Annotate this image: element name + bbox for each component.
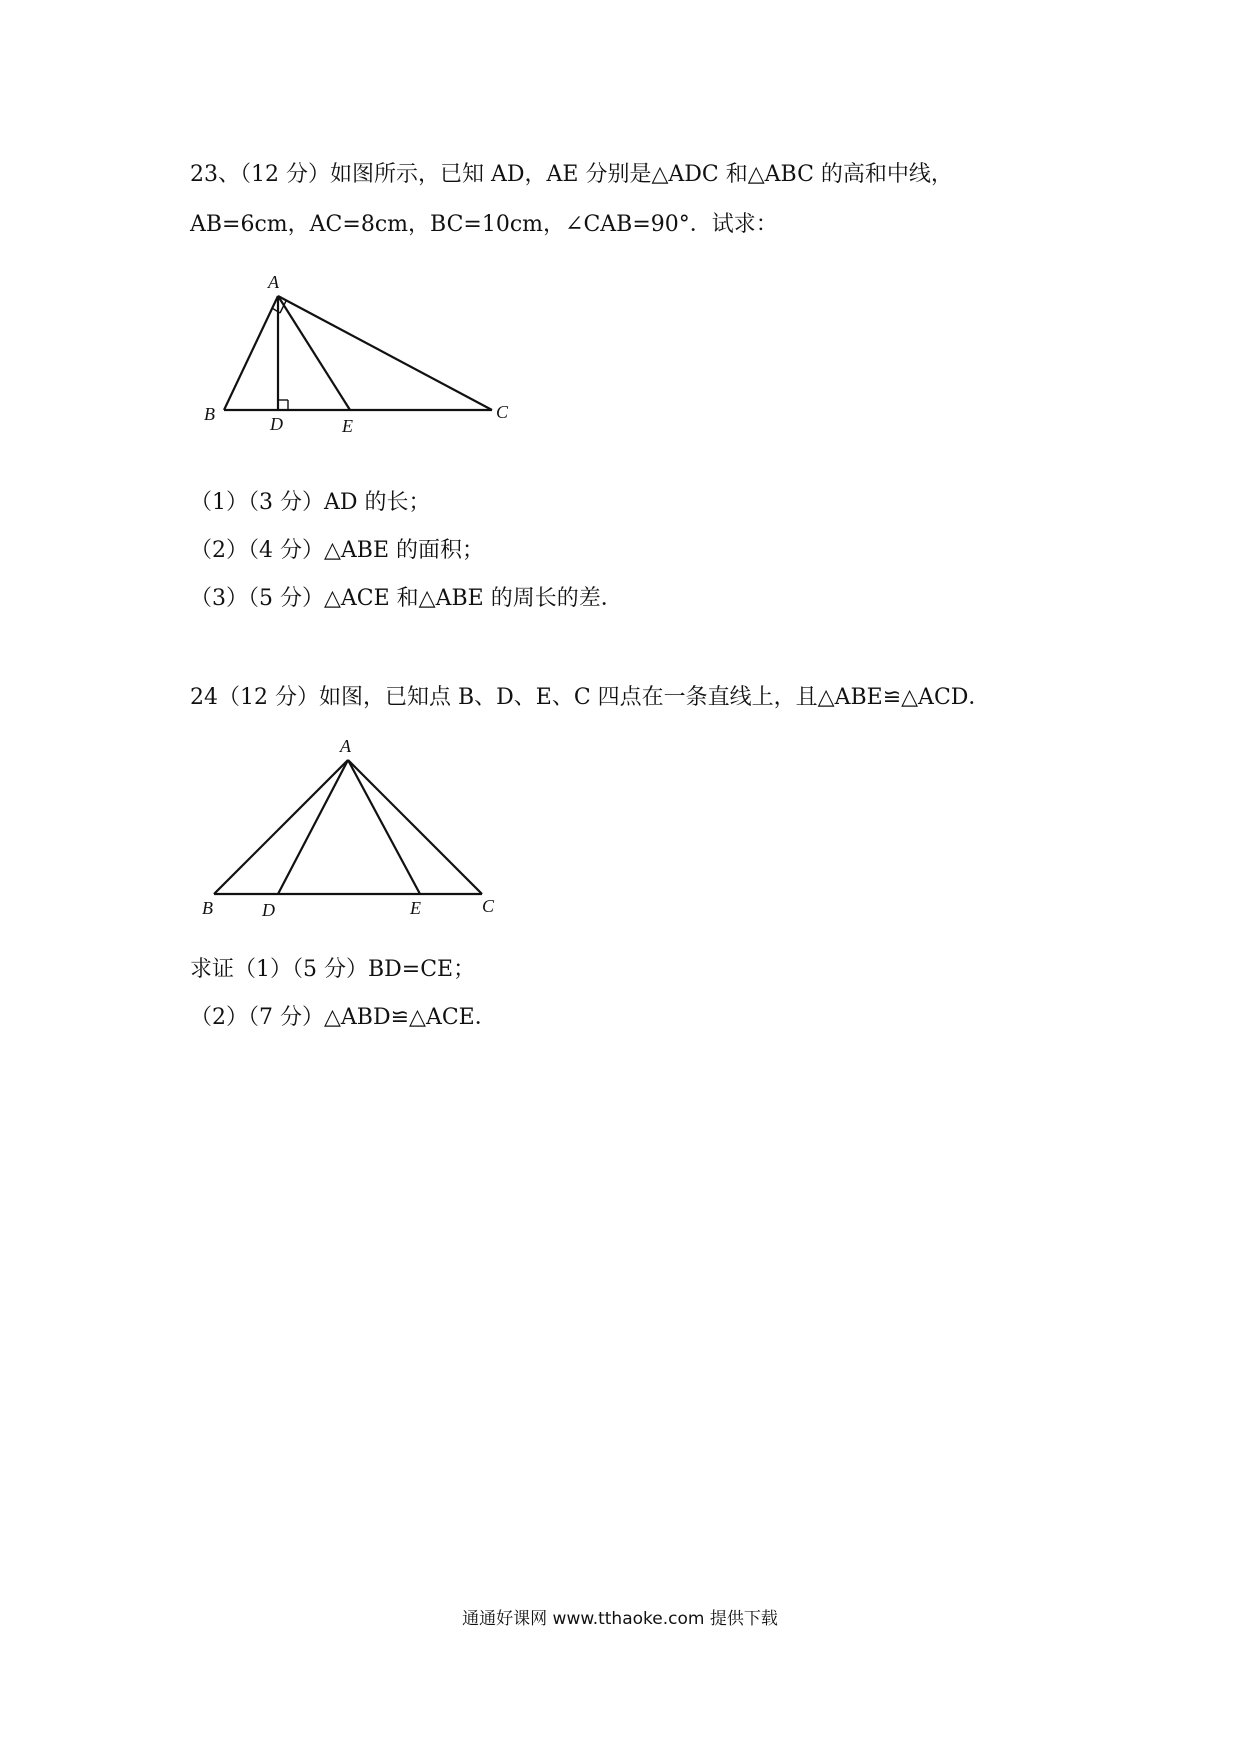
median-ae: [278, 296, 350, 410]
q23-label-b: B: [204, 404, 215, 424]
q23-stem-line-2: AB=6cm，AC=8cm，BC=10cm，∠CAB=90°．试求：: [190, 212, 778, 237]
q23-label-a: A: [268, 272, 279, 292]
q23-part-3: （3）（5 分）△ACE 和△ABE 的周长的差．: [190, 586, 623, 611]
q23-triangle-diagram: [200, 268, 520, 448]
q24-figure: [196, 730, 516, 920]
segment-ac: [278, 296, 492, 410]
segment-ad: [278, 760, 348, 894]
q24-proof-1: 求证（1）（5 分）BD=CE；: [190, 957, 476, 982]
q24-label-c: C: [482, 896, 495, 916]
q24-label-d: D: [262, 900, 275, 920]
q23-part-2: （2）（4 分）△ABE 的面积；: [190, 538, 485, 563]
q24-triangle-diagram: [196, 730, 516, 920]
q24-label-b: B: [202, 898, 213, 918]
segment-ab: [224, 296, 278, 410]
footer-download-note: 通通好课网 www.tthaoke.com 提供下载: [462, 1609, 778, 1629]
q23-label-e: E: [342, 416, 353, 436]
q24-proof-2: （2）（7 分）△ABD≌△ACE．: [190, 1005, 497, 1030]
segment-ab: [214, 760, 348, 894]
q24-stem: 24（12 分）如图，已知点 B、D、E、C 四点在一条直线上，且△ABE≌△ACD．: [190, 685, 991, 710]
segment-ac: [348, 760, 482, 894]
q23-stem-line-1: 23、（12 分）如图所示，已知 AD，AE 分别是△ADC 和△ABC 的高和中线，: [190, 162, 953, 187]
q24-label-e: E: [410, 898, 421, 918]
q23-label-d: D: [270, 414, 283, 434]
segment-ae: [348, 760, 420, 894]
q23-part-1: （1）（3 分）AD 的长；: [190, 490, 431, 515]
q23-label-c: C: [496, 402, 509, 422]
q23-figure: [200, 268, 520, 448]
q24-label-a: A: [340, 736, 351, 756]
